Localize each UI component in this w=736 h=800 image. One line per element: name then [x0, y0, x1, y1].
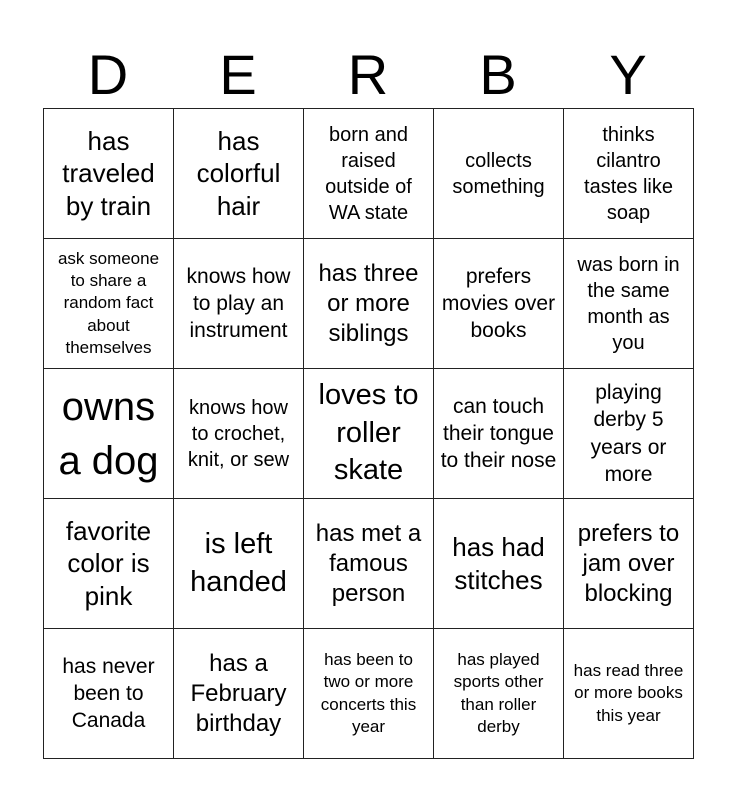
bingo-cell[interactable]: can touch their tongue to their nose: [434, 369, 564, 499]
bingo-cell[interactable]: born and raised outside of WA state: [304, 109, 434, 239]
header-letter-e: E: [219, 43, 257, 106]
header-letter-r: R: [347, 43, 389, 106]
bingo-cell[interactable]: ask someone to share a random fact about themselves: [44, 239, 174, 369]
bingo-cell[interactable]: has colorful hair: [174, 109, 304, 239]
bingo-row: [44, 629, 694, 759]
bingo-cell[interactable]: has had stitches: [434, 499, 564, 629]
bingo-row: [44, 109, 694, 239]
bingo-cell[interactable]: has never been to Canada: [44, 629, 174, 759]
bingo-cell[interactable]: prefers movies over books: [434, 239, 564, 369]
bingo-cell[interactable]: has traveled by train: [44, 109, 174, 239]
bingo-row: [44, 369, 694, 499]
bingo-cell[interactable]: loves to roller skate: [304, 369, 434, 499]
bingo-cell[interactable]: has met a famous person: [304, 499, 434, 629]
bingo-cell[interactable]: thinks cilantro tastes like soap: [564, 109, 694, 239]
bingo-row: [44, 499, 694, 629]
bingo-cell[interactable]: has a February birthday: [174, 629, 304, 759]
bingo-cell[interactable]: was born in the same month as you: [564, 239, 694, 369]
bingo-cell[interactable]: has been to two or more concerts this year: [304, 629, 434, 759]
bingo-cell[interactable]: playing derby 5 years or more: [564, 369, 694, 499]
bingo-header: [43, 40, 693, 110]
header-letter-y: Y: [609, 43, 647, 106]
bingo-cell[interactable]: has read three or more books this year: [564, 629, 694, 759]
bingo-cell[interactable]: favorite color is pink: [44, 499, 174, 629]
bingo-cell[interactable]: owns a dog: [44, 369, 174, 499]
bingo-cell[interactable]: has three or more siblings: [304, 239, 434, 369]
bingo-cell[interactable]: has played sports other than roller derby: [434, 629, 564, 759]
bingo-grid: [43, 108, 694, 759]
header-letter-b: B: [479, 43, 517, 106]
bingo-cell[interactable]: collects something: [434, 109, 564, 239]
header-letter-d: D: [87, 43, 129, 106]
bingo-cell[interactable]: is left handed: [174, 499, 304, 629]
bingo-row: [44, 239, 694, 369]
bingo-cell[interactable]: knows how to play an instrument: [174, 239, 304, 369]
bingo-cell[interactable]: knows how to crochet, knit, or sew: [174, 369, 304, 499]
bingo-cell[interactable]: prefers to jam over blocking: [564, 499, 694, 629]
